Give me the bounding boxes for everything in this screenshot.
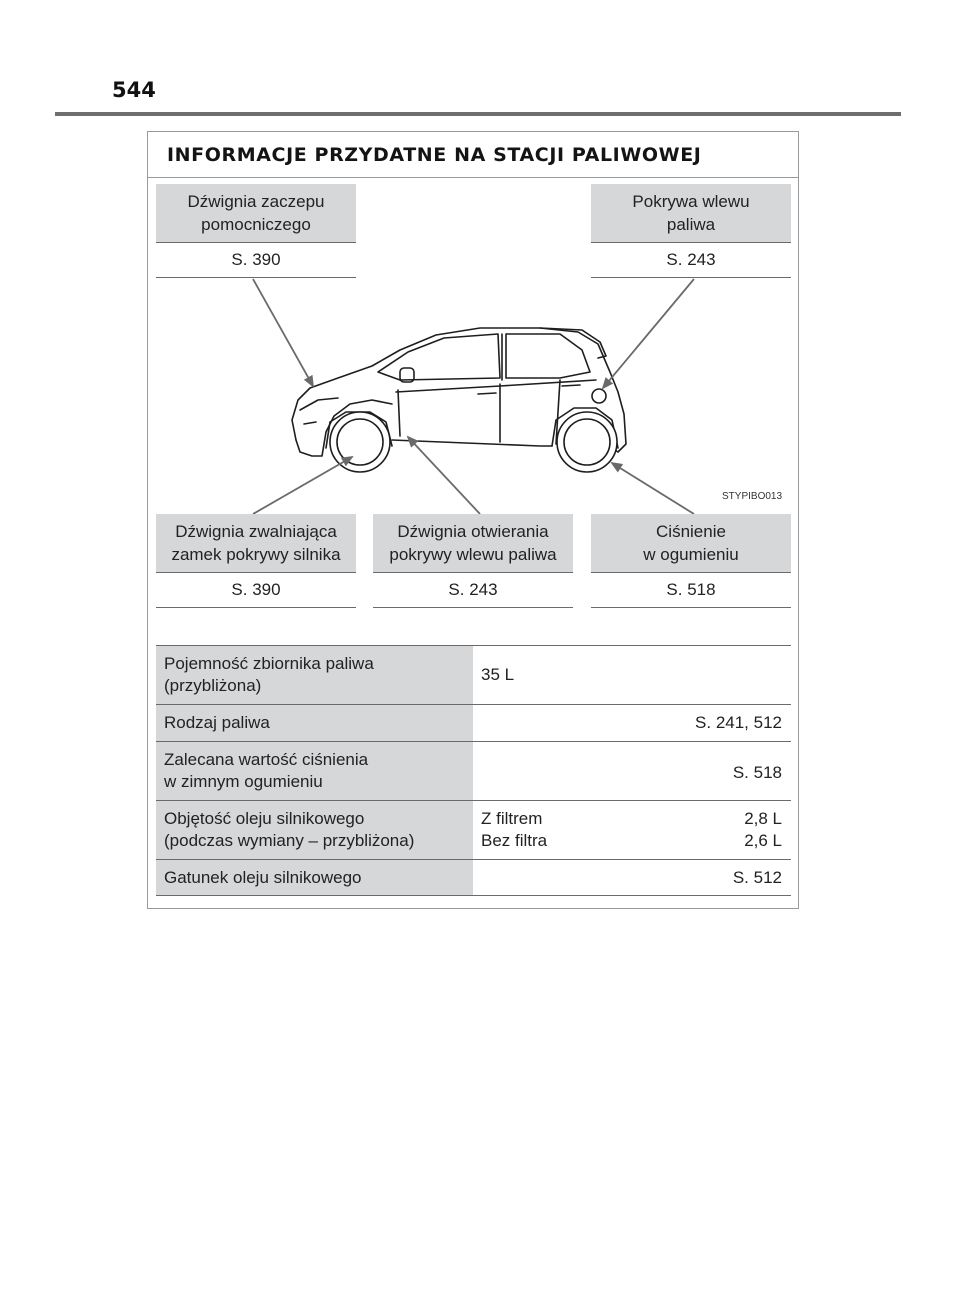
callout-hood-release-lever <box>156 514 356 608</box>
oil-with-filter-label: Z filtrem <box>481 809 543 828</box>
callout-tire-pressure <box>591 514 791 608</box>
row-value: S. 518 <box>732 763 782 782</box>
callout-page-ref: S. 518 <box>591 573 791 608</box>
table-row <box>156 646 791 705</box>
callout-page-ref: S. 243 <box>591 243 791 278</box>
callout-auxiliary-catch-lever <box>156 184 356 278</box>
row-value <box>473 801 791 859</box>
callout-label: Ciśnienie w ogumieniu <box>591 514 791 573</box>
spec-table <box>156 645 791 896</box>
callout-label: Dźwignia zwalniająca zamek pokrywy silnika <box>156 514 356 573</box>
car-fuel-lid <box>592 389 606 403</box>
table-row <box>156 742 791 801</box>
leader-fuel-lid-opener <box>408 437 480 514</box>
oil-with-filter-value: 2,8 L <box>744 809 782 828</box>
figure-code: STYPIBO013 <box>722 491 783 502</box>
row-value: S. 512 <box>732 867 782 887</box>
page-number: 544 <box>112 78 156 102</box>
row-label: Objętość oleju silnikowego (podczas wymiany – przybliżona) <box>156 801 473 859</box>
callout-label: Pokrywa wlewu paliwa <box>591 184 791 243</box>
car-window-rear <box>506 334 590 378</box>
oil-volume-grid <box>481 808 782 852</box>
leader-tire-pressure <box>612 463 694 514</box>
row-label: Rodzaj paliwa <box>156 705 473 741</box>
row-value: 35 L <box>481 665 515 684</box>
car-window-front <box>378 334 500 380</box>
oil-without-filter-label: Bez filtra <box>481 831 548 850</box>
table-row <box>156 860 791 896</box>
table-row <box>156 801 791 860</box>
row-label: Gatunek oleju silnikowego <box>156 860 473 895</box>
row-label: Zalecana wartość ciśnienia w zimnym ogumieniu <box>156 742 473 800</box>
callout-fuel-filler-door <box>591 184 791 278</box>
callout-page-ref: S. 243 <box>373 573 573 608</box>
callout-page-ref: S. 390 <box>156 573 356 608</box>
callout-label: Dźwignia otwierania pokrywy wlewu paliwa <box>373 514 573 573</box>
oil-without-filter-value: 2,6 L <box>744 831 782 850</box>
table-row <box>156 705 791 742</box>
row-label: Pojemność zbiornika paliwa (przybliżona) <box>156 646 473 704</box>
leader-auxiliary-catch <box>253 279 313 386</box>
row-value: S. 241, 512 <box>695 713 782 732</box>
car-wheels <box>330 412 617 472</box>
leader-fuel-lid <box>603 279 694 388</box>
leader-hood-release <box>253 457 352 514</box>
callout-label: Dźwignia zaczepu pomocniczego <box>156 184 356 243</box>
callout-page-ref: S. 390 <box>156 243 356 278</box>
callout-fuel-door-opener <box>373 514 573 608</box>
page-title: INFORMACJE PRZYDATNE NA STACJI PALIWOWEJ <box>148 132 798 178</box>
